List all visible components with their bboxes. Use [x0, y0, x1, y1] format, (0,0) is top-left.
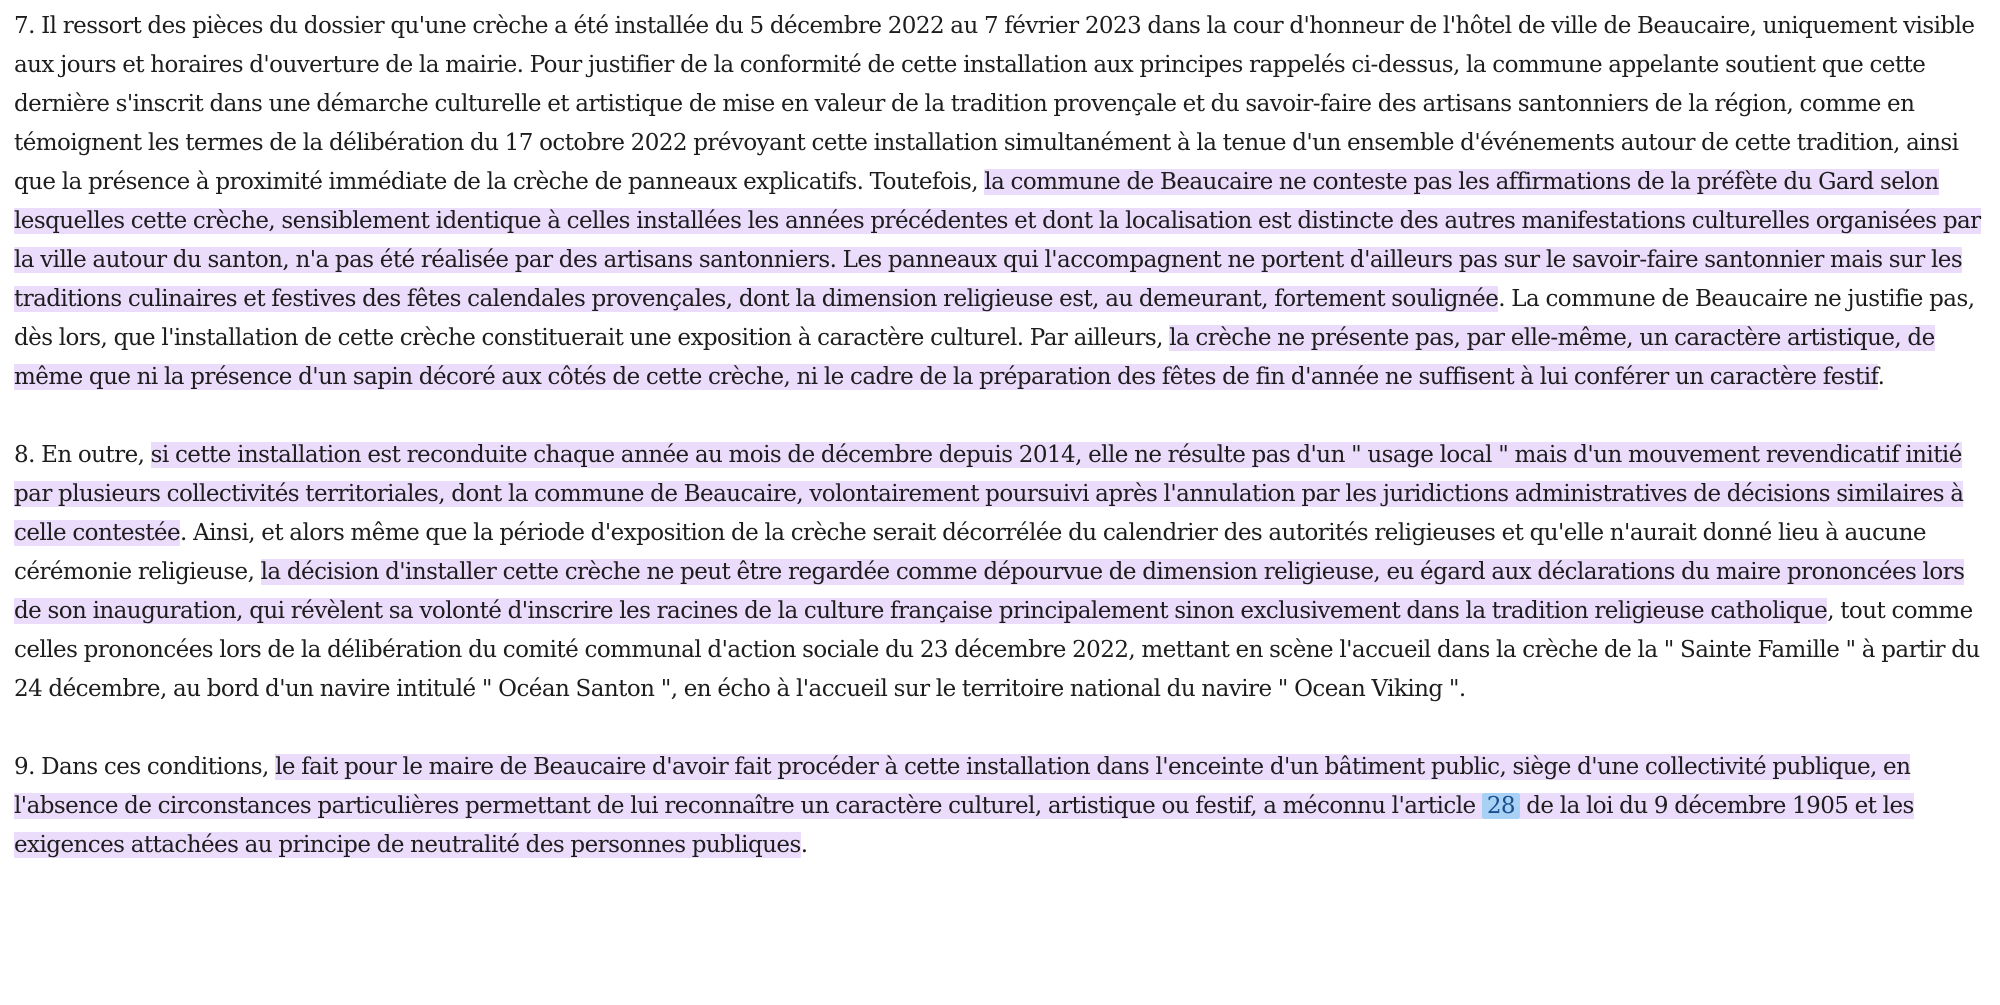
paragraph-text: . La commune de Beaucaire ne justifie pas, dès lors, que l'installation de cette crèche constituerait une exposition à caractère culturel. Par ailleurs, [14, 286, 1975, 351]
paragraph-8 [14, 436, 1988, 709]
paragraph-text: . Ainsi, et alors même que la période d'exposition de la crèche serait décorrélée du calendrier des autorités religieuses et qu'elle n'aurait donné lieu à aucune cérémonie religieuse, [14, 520, 1926, 585]
paragraph-text: . [1877, 364, 1885, 390]
paragraph-text: . [800, 832, 808, 858]
paragraph-text: 7. Il ressort des pièces du dossier qu'une crèche a été installée du 5 décembre 2022 au 7 février 2023 dans la cour d'honneur de l'hôtel de ville de Beaucaire, uniquement visible aux jours et horaires d'ouverture de la mairie. Pour justifier de la conformité de cette installation aux principes rappelés ci-dessus, la commune appelante soutient que cette dernière s'inscrit dans une démarche culturelle et artistique de mise en valeur de la tradition provençale et du savoir-faire des artisans santonniers de la région, comme en témoignent les termes de la délibération du 17 octobre 2022 prévoyant cette installation simultanément à la tenue d'un ensemble d'événements autour de cette tradition, ainsi que la présence à proximité immédiate de la crèche de panneaux explicatifs. Toutefois, [14, 13, 1975, 195]
paragraph-9 [14, 748, 1988, 865]
paragraph-text: , tout comme celles prononcées lors de la délibération du comité communal d'action sociale du 23 décembre 2022, mettant en scène l'accueil dans la crèche de la " Sainte Famille " à partir du 24 décembre, au bord d'un navire intitulé " Océan Santon ", en écho à l'accueil sur le territoire national du navire " Ocean Viking ". [14, 598, 1980, 702]
highlighted-passage[interactable]: la décision d'installer cette crèche ne peut être regardée comme dépourvue de dimension religieuse, eu égard aux déclarations du maire prononcées lors de son inauguration, qui révèlent sa volonté d'inscrire les racines de la culture française principalement sinon exclusivement dans la tradition religieuse catholique [14, 559, 1965, 624]
highlighted-passage[interactable]: la crèche ne présente pas, par elle-même, un caractère artistique, de même que ni la présence d'un sapin décoré aux côtés de cette crèche, ni le cadre de la préparation des fêtes de fin d'année ne suffisent à lui conférer un caractère festif [14, 325, 1935, 390]
highlighted-passage[interactable]: le fait pour le maire de Beaucaire d'avoir fait procéder à cette installation dans l'enceinte d'un bâtiment public, siège d'une collectivité publique, en l'absence de circonstances particulières permettant de lui reconnaître un caractère culturel, artistique ou festif, a méconnu l'article [14, 754, 1911, 819]
highlighted-passage[interactable]: de la loi du 9 décembre 1905 et les exigences attachées au principe de neutralité des personnes publiques [14, 793, 1914, 858]
paragraph-7 [14, 7, 1988, 397]
paragraph-text: 8. En outre, [14, 442, 151, 468]
paragraph-text: 9. Dans ces conditions, [14, 754, 276, 780]
highlighted-passage[interactable]: la commune de Beaucaire ne conteste pas les affirmations de la préfète du Gard selon lesquelles cette crèche, sensiblement identique à celles installées les années précédentes et dont la localisation est distincte des autres manifestations culturelles organisées par la ville autour du santon, n'a pas été réalisée par des artisans santonniers. Les panneaux qui l'accompagnent ne portent d'ailleurs pas sur le savoir-faire santonnier mais sur les traditions culinaires et festives des fêtes calendales provençales, dont la dimension religieuse est, au demeurant, fortement soulignée [14, 169, 1981, 312]
article-28-link[interactable]: 28 [1482, 793, 1520, 819]
highlighted-passage[interactable]: si cette installation est reconduite chaque année au mois de décembre depuis 2014, elle ne résulte pas d'un " usage local " mais d'un mouvement revendicatif initié par plusieurs collectivités territoriales, dont la commune de Beaucaire, volontairement poursuivi après l'annulation par les juridictions administratives de décisions similaires à celle contestée [14, 442, 1964, 546]
